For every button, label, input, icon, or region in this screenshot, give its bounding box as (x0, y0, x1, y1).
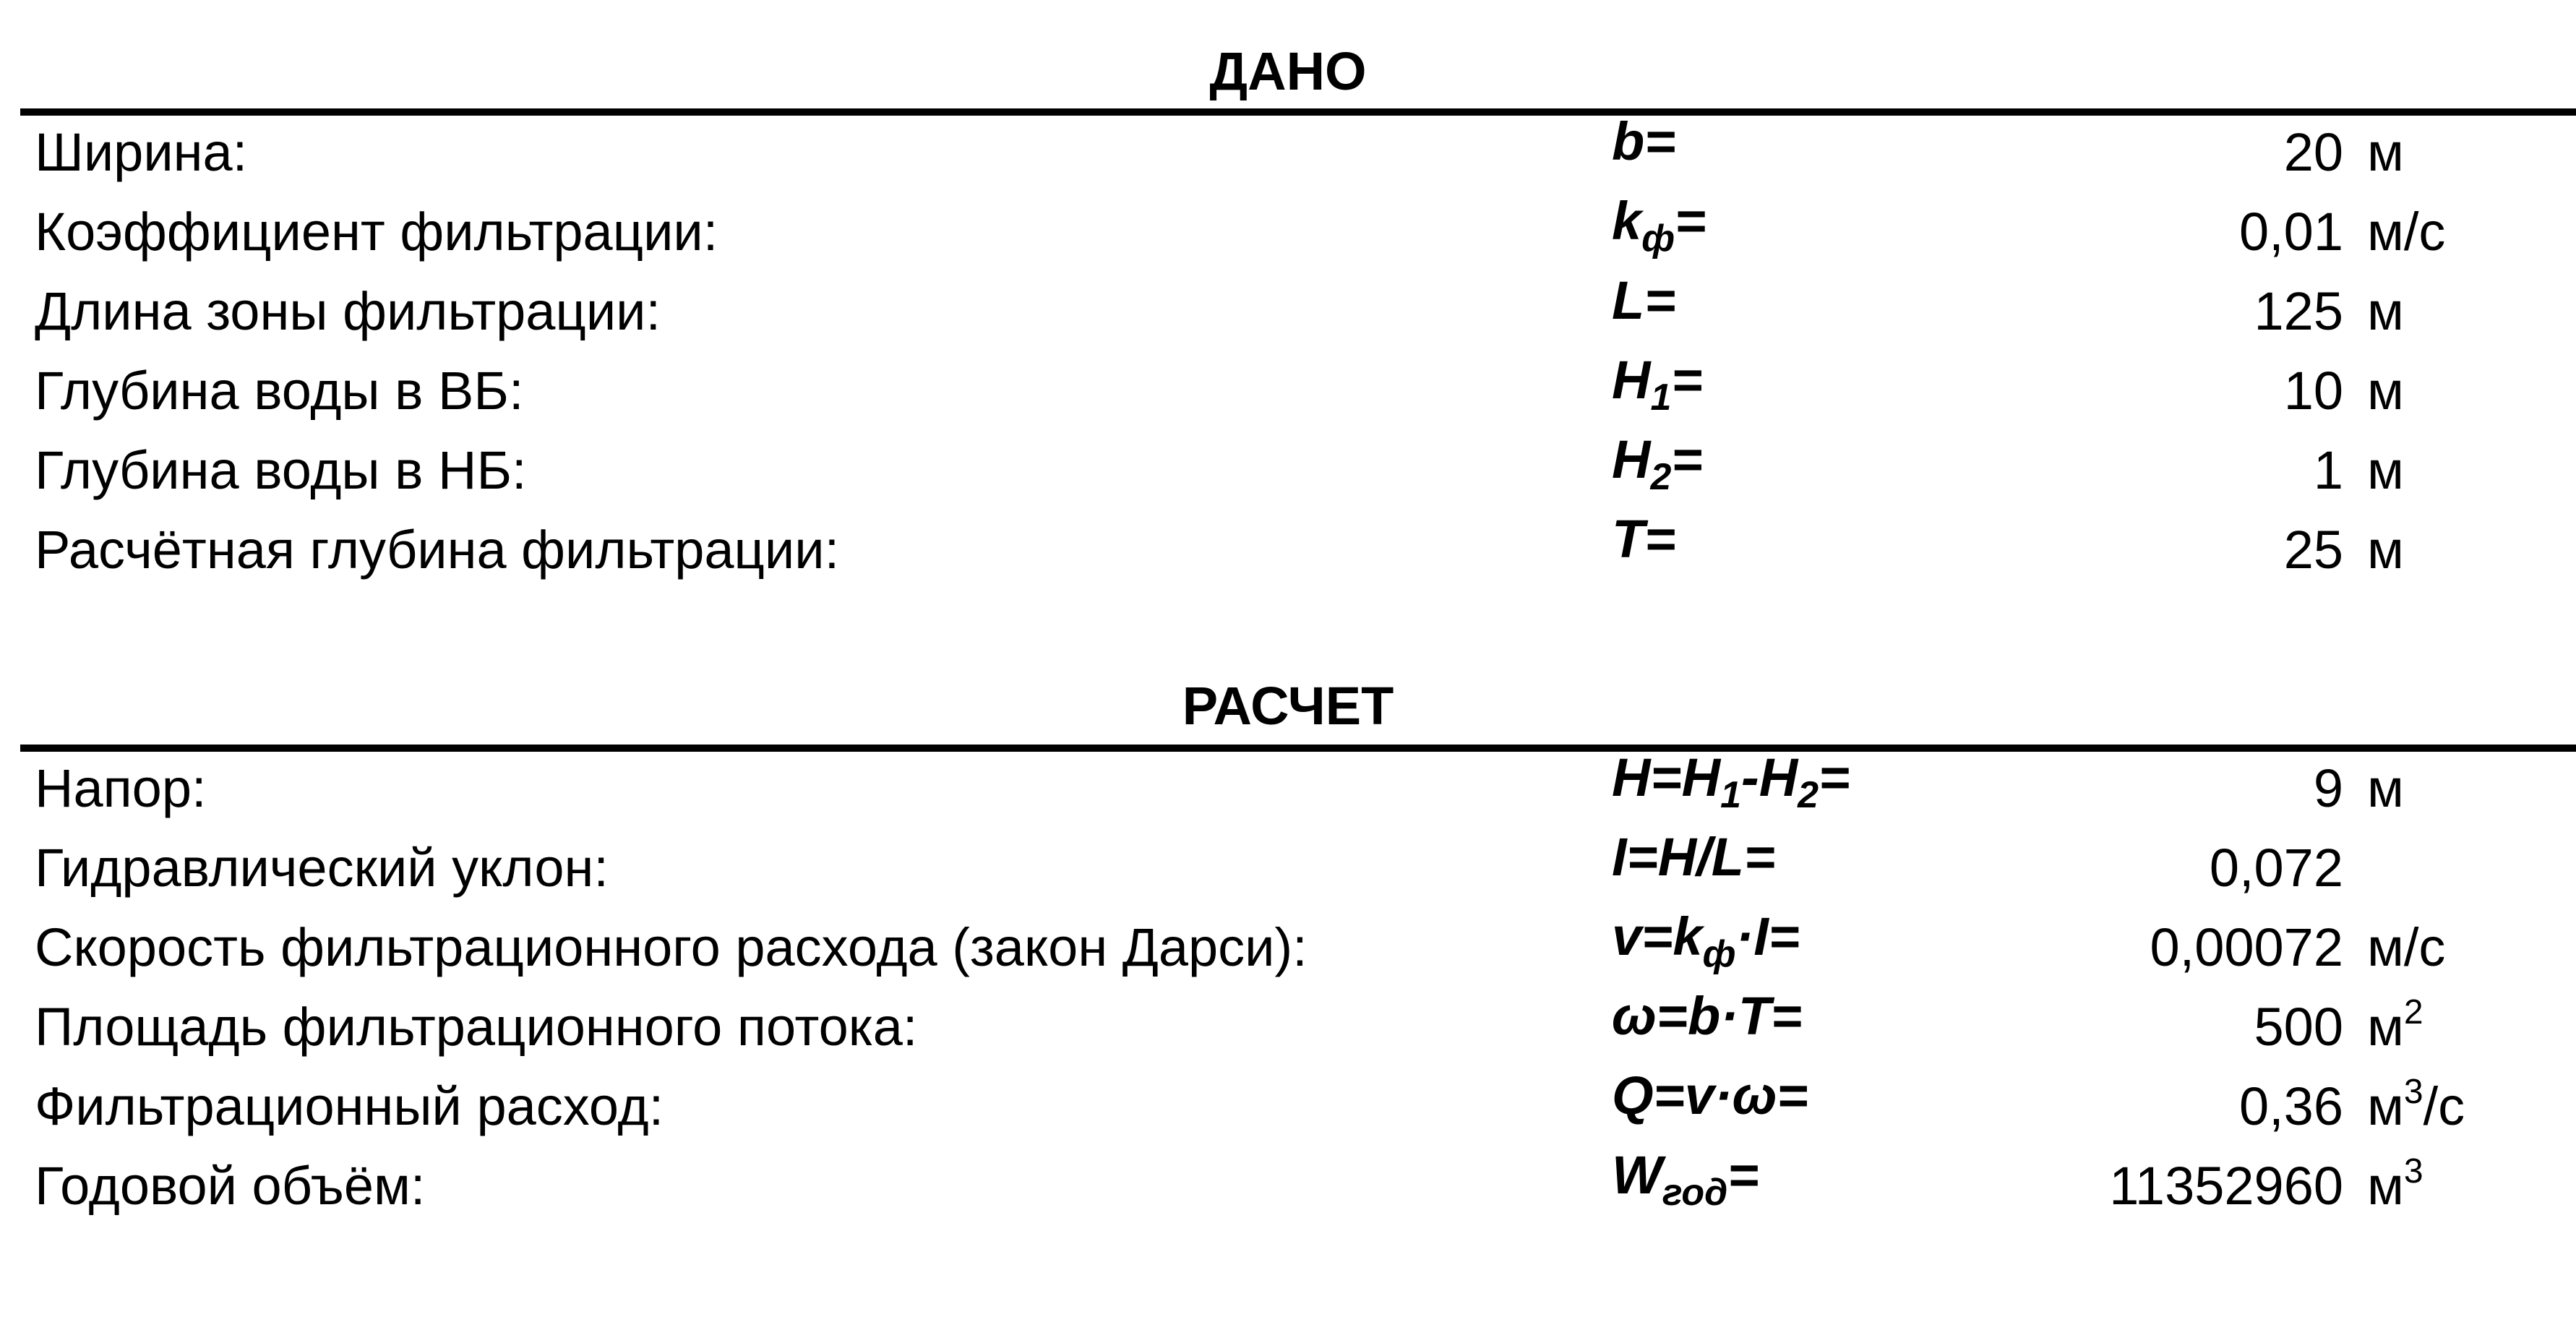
row-unit: м (2367, 122, 2404, 182)
row-label: Глубина воды в НБ: (35, 440, 527, 500)
row-symbol: $k_ф=$ (1612, 191, 1706, 259)
row-value: 0,072 (2209, 838, 2343, 898)
row-label: Глубина воды в ВБ: (35, 361, 524, 421)
row-label: Напор: (35, 758, 207, 818)
row-value: 125 (2254, 281, 2343, 341)
row-unit: м/с (2367, 917, 2446, 977)
row-unit: м/с (2367, 202, 2446, 262)
row-value: 11352960 (2109, 1156, 2343, 1216)
calc-row-annual-volume (0, 1146, 2576, 1226)
given-row-filtration-coefficient (0, 192, 2576, 272)
row-label: Скорость фильтрационного расхода (закон Дарси): (35, 917, 1308, 977)
row-unit: м (2367, 758, 2404, 818)
row-unit: м (2367, 440, 2404, 500)
row-unit: м (2367, 281, 2404, 341)
given-row-filtration-depth (0, 510, 2576, 590)
row-value: 0,01 (2238, 202, 2343, 262)
row-symbol: T= (1612, 509, 1676, 569)
row-symbol: $H_2=$ (1612, 429, 1703, 498)
row-unit: м (2367, 361, 2404, 421)
row-label: Площадь фильтрационного потока: (35, 997, 918, 1057)
given-row-width (0, 113, 2576, 192)
section-title-given: ДАНО (1209, 41, 1367, 101)
row-formula: $v=k_ф\cdot I=$ (1612, 906, 1800, 975)
row-label: Гидравлический уклон: (35, 838, 609, 898)
calc-row-hydraulic-gradient (0, 828, 2576, 908)
row-formula: Q=v·ω= (1612, 1065, 1808, 1125)
row-label: Фильтрационный расход: (35, 1076, 664, 1136)
given-row-downstream-depth (0, 431, 2576, 510)
row-unit: $м^2$ (2367, 993, 2423, 1057)
row-unit: м (2367, 520, 2404, 580)
section-title-calc: РАСЧЕТ (1182, 676, 1394, 736)
row-label: Годовой объём: (35, 1156, 426, 1216)
calc-row-flow-area (0, 987, 2576, 1067)
row-formula: ω=b·T= (1612, 986, 1803, 1046)
row-formula: $H=H_1-H_2=$ (1612, 747, 1850, 816)
calc-row-head (0, 749, 2576, 828)
row-label: Ширина: (35, 122, 248, 182)
row-value: 0,00072 (2150, 917, 2343, 977)
row-formula: I=H/L= (1612, 827, 1776, 887)
calc-row-filtration-discharge (0, 1067, 2576, 1146)
row-unit: $м^3/с$ (2367, 1073, 2465, 1136)
row-label: Длина зоны фильтрации: (35, 281, 661, 341)
calc-row-filtration-velocity (0, 908, 2576, 987)
row-value: 500 (2254, 997, 2343, 1057)
row-formula: $W_{год}=$ (1612, 1145, 1759, 1214)
row-label: Расчётная глубина фильтрации: (35, 520, 840, 580)
row-unit: $м^3$ (2367, 1152, 2423, 1216)
row-value: 9 (2313, 758, 2343, 818)
row-value: 10 (2283, 361, 2343, 421)
row-symbol: L= (1612, 270, 1676, 330)
given-row-filtration-length (0, 272, 2576, 351)
row-symbol: $H_1=$ (1612, 350, 1703, 419)
row-label: Коэффициент фильтрации: (35, 202, 718, 262)
row-value: 25 (2283, 520, 2343, 580)
row-value: 0,36 (2238, 1076, 2343, 1136)
row-value: 20 (2283, 122, 2343, 182)
row-symbol: b= (1612, 111, 1676, 171)
given-row-upstream-depth (0, 351, 2576, 431)
row-value: 1 (2313, 440, 2343, 500)
